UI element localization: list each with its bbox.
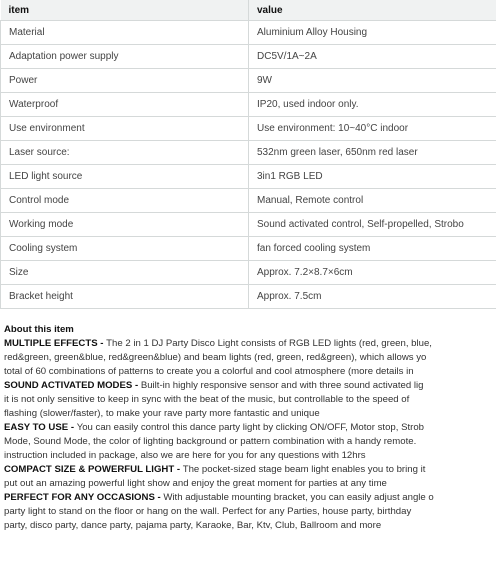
about-line <box>4 421 496 435</box>
row-value: IP20, used indoor only. <box>249 93 496 117</box>
row-item: Working mode <box>1 213 249 237</box>
about-section <box>4 323 496 533</box>
feature-text: instruction included in package, also we are here for you for any questions with 12hrs <box>4 450 366 461</box>
table-row <box>1 45 496 69</box>
row-item: Power <box>1 69 249 93</box>
row-item: Size <box>1 261 249 285</box>
feature-text: put out an amazing powerful light show and enjoy the great moment for parties at any time <box>4 478 387 489</box>
table-row <box>1 93 496 117</box>
about-line <box>4 519 496 533</box>
row-item: LED light source <box>1 165 249 189</box>
feature-text: red&green, green&blue, red&green&blue) and beam lights (red, green, red&green), which allows yo <box>4 352 427 363</box>
table-row <box>1 213 496 237</box>
row-item: Laser source: <box>1 141 249 165</box>
table-row <box>1 165 496 189</box>
feature-text: The 2 in 1 DJ Party Disco Light consists of RGB LED lights (red, green, blue, <box>106 338 432 349</box>
feature-title: PERFECT FOR ANY OCCASIONS - <box>4 492 164 503</box>
row-value: Approx. 7.2×8.7×6cm <box>249 261 496 285</box>
feature-title: MULTIPLE EFFECTS - <box>4 338 107 349</box>
row-item: Bracket height <box>1 285 249 309</box>
row-item: Waterproof <box>1 93 249 117</box>
row-value: Aluminium Alloy Housing <box>249 21 496 45</box>
row-value: Manual, Remote control <box>249 189 496 213</box>
row-item: Control mode <box>1 189 249 213</box>
feature-text: With adjustable mounting bracket, you can easily adjust angle o <box>163 492 434 503</box>
feature-text: The pocket-sized stage beam light enables you to bring it <box>182 464 426 475</box>
table-row <box>1 141 496 165</box>
feature-title: SOUND ACTIVATED MODES - <box>4 380 141 391</box>
header-item: item <box>1 0 249 21</box>
about-heading: About this item <box>4 324 74 335</box>
feature-text: You can easily control this dance party light by clicking ON/OFF, Motor stop, Strob <box>76 422 424 433</box>
about-line <box>4 505 496 519</box>
feature-title: COMPACT SIZE & POWERFUL LIGHT - <box>4 464 183 475</box>
row-item: Material <box>1 21 249 45</box>
row-value: 532nm green laser, 650nm red laser <box>249 141 496 165</box>
row-item: Adaptation power supply <box>1 45 249 69</box>
row-value: 3in1 RGB LED <box>249 165 496 189</box>
about-line <box>4 393 496 407</box>
about-line <box>4 435 496 449</box>
row-value: Sound activated control, Self-propelled, Strobo <box>249 213 496 237</box>
about-line <box>4 379 496 393</box>
feature-text: flashing (slower/faster), to make your rave party more fantastic and unique <box>4 408 320 419</box>
spec-table-header <box>1 0 496 21</box>
feature-text: party light to stand on the floor or hang on the wall. Perfect for any Parties, house party, birthday <box>4 506 412 517</box>
row-item: Use environment <box>1 117 249 141</box>
table-row <box>1 69 496 93</box>
table-row <box>1 261 496 285</box>
row-item: Cooling system <box>1 237 249 261</box>
about-line <box>4 337 496 351</box>
table-row <box>1 21 496 45</box>
row-value: 9W <box>249 69 496 93</box>
table-row <box>1 237 496 261</box>
row-value: DC5V/1A~2A <box>249 45 496 69</box>
feature-text: total of 60 combinations of patterns to create you a colorful and cool atmosphere (more details in <box>4 366 414 377</box>
header-value: value <box>249 0 496 21</box>
table-row <box>1 285 496 309</box>
about-line <box>4 365 496 379</box>
row-value: Approx. 7.5cm <box>249 285 496 309</box>
feature-title: EASY TO USE - <box>4 422 77 433</box>
feature-text: Built-in highly responsive sensor and with three sound activated lig <box>140 380 424 391</box>
feature-text: Mode, Sound Mode, the color of lighting background or pattern combination with a handy remote. <box>4 436 417 447</box>
row-value: fan forced cooling system <box>249 237 496 261</box>
feature-text: it is not only sensitive to keep in sync with the beat of the music, but controllable to the speed of <box>4 394 410 405</box>
about-line <box>4 477 496 491</box>
about-line <box>4 491 496 505</box>
row-value: Use environment: 10~40°C indoor <box>249 117 496 141</box>
table-row <box>1 189 496 213</box>
about-line <box>4 351 496 365</box>
about-line <box>4 407 496 421</box>
feature-text: party, disco party, dance party, pajama party, Karaoke, Bar, Ktv, Club, Ballroom and more <box>4 520 382 531</box>
table-row <box>1 117 496 141</box>
about-line <box>4 449 496 463</box>
about-line <box>4 463 496 477</box>
